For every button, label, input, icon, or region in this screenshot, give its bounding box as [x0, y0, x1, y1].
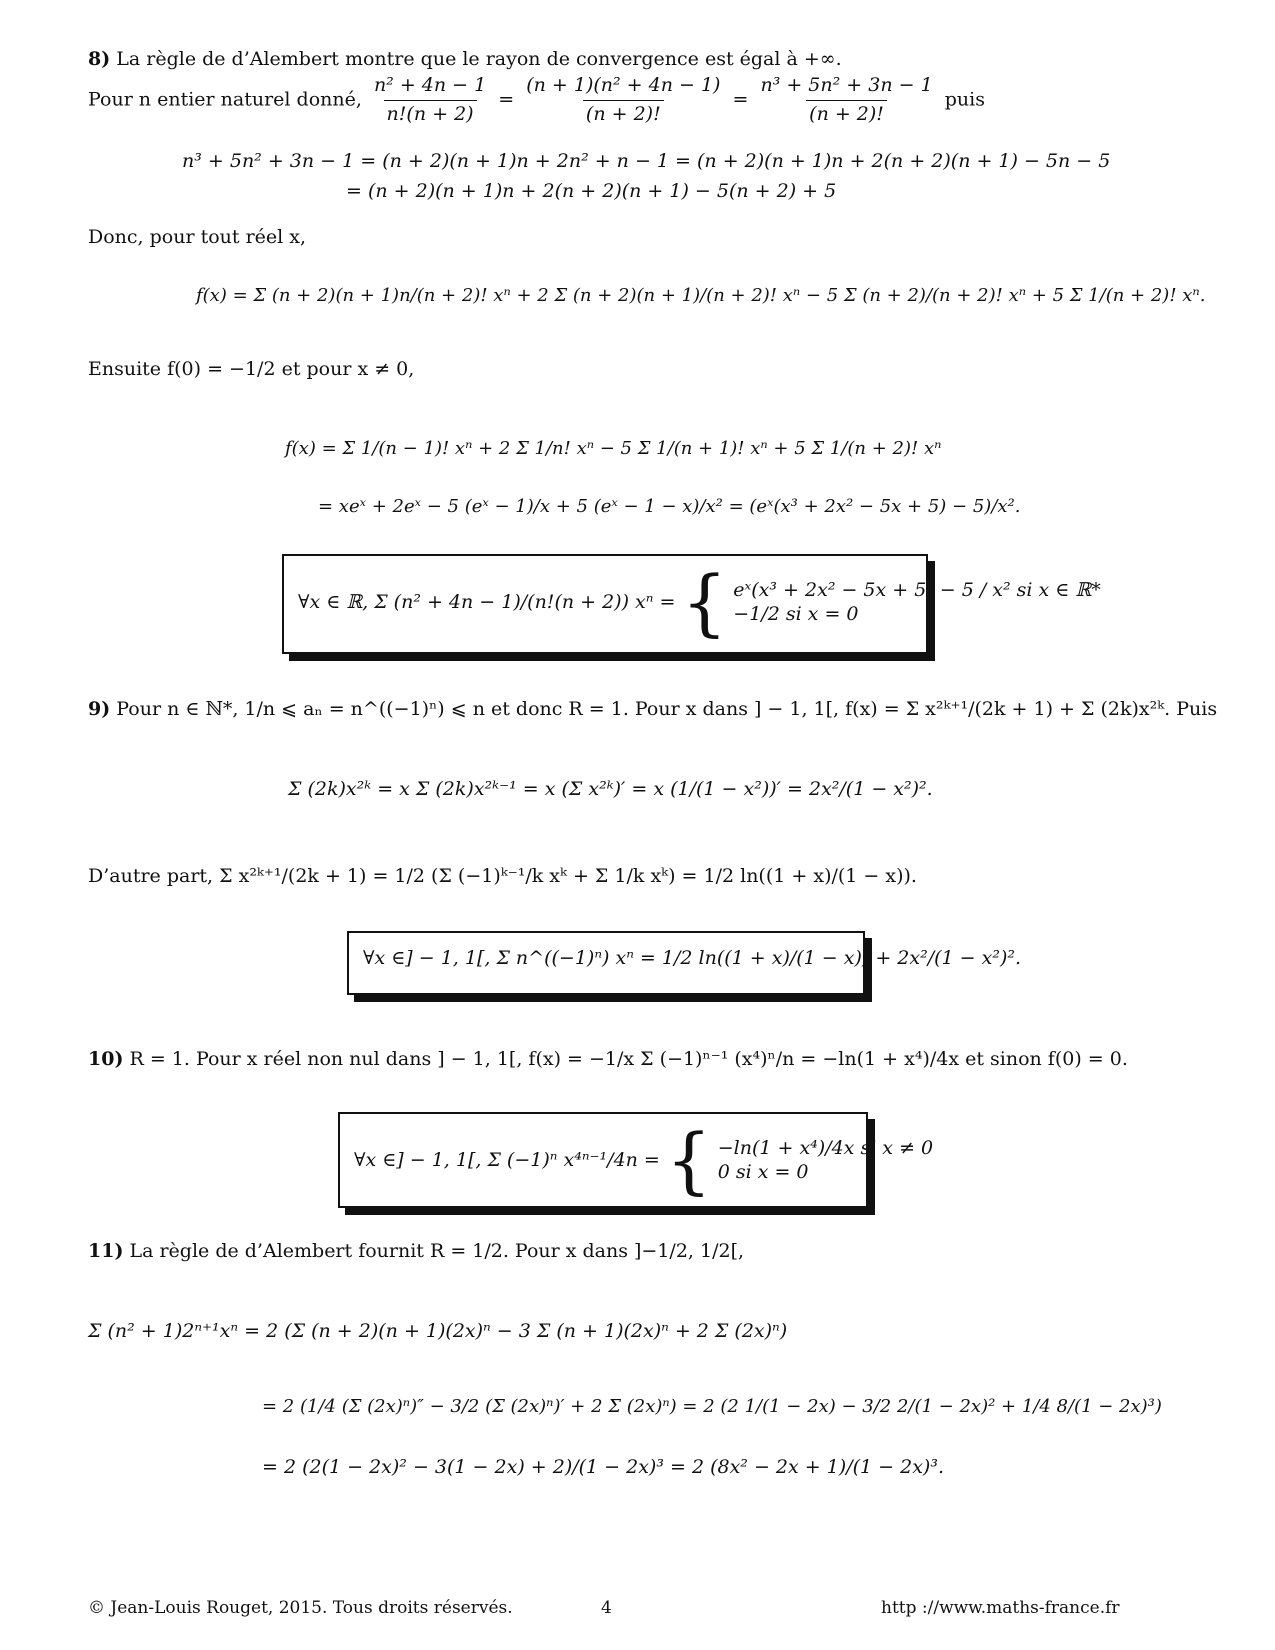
q8-intro: [88, 48, 842, 71]
q8-eq1: n³ + 5n² + 3n − 1 = (n + 2)(n + 1)n + 2n² + n − 1 = (n + 2)(n + 1)n + 2(n + 2)(n + 1) − 5n − 5: [182, 150, 1111, 172]
footer-page-number: 4: [601, 1598, 612, 1618]
q8-box-case2: −1/2 si x = 0: [733, 603, 859, 625]
q8-fx-line: f(x) = Σ (n + 2)(n + 1)n/(n + 2)! xⁿ + 2 Σ (n + 2)(n + 1)/(n + 2)! xⁿ − 5 Σ (n + 2)/(n + 2)! xⁿ + 5 Σ 1/(n + 2)! xⁿ.: [196, 285, 1206, 306]
q9-result-box: ∀x ∈] − 1, 1[, Σ n^((−1)ⁿ) xⁿ = 1/2 ln((1 + x)/(1 − x)) + 2x²/(1 − x²)².: [347, 931, 865, 995]
q8-box-case1: eˣ(x³ + 2x² − 5x + 5) − 5 / x² si x ∈ ℝ*: [733, 579, 1101, 601]
footer-url[interactable]: http ://www.maths-france.fr: [881, 1598, 1120, 1618]
q10-box-left: ∀x ∈] − 1, 1[, Σ (−1)ⁿ x⁴ⁿ⁻¹/4n =: [354, 1149, 660, 1171]
q10-result-box: [338, 1112, 934, 1208]
q8-frac3: $\frac{\text{n³ + 5n² + 3n − 1}}{(n + 2)!}$: [760, 74, 933, 125]
q8-line2: Pour n entier naturel donné, $\frac{\text{n² + 4n − 1}}{n!(n + 2)}$ = $\frac{\text{(n + 1)(n² + 4n − 1)}}{(n + 2)!}$ = $\frac{\text{n³ + 5n² + 3n − 1}}{(n + 2)!}$ puis: [88, 74, 985, 125]
q10-label: 10): [88, 1048, 124, 1070]
q9-label: 9): [88, 698, 111, 720]
q9-autre: D’autre part, Σ x²ᵏ⁺¹/(2k + 1) = 1/2 (Σ (−1)ᵏ⁻¹/k xᵏ + Σ 1/k xᵏ) = 1/2 ln((1 + x)/(1 − x)).: [88, 865, 917, 887]
q8-fx3: = xeˣ + 2eˣ − 5 (eˣ − 1)/x + 5 (eˣ − 1 − x)/x² = (eˣ(x³ + 2x² − 5x + 5) − 5)/x².: [318, 496, 1021, 517]
q8-result-box: [282, 554, 1101, 654]
q11-eq3: = 2 (2(1 − 2x)² − 3(1 − 2x) + 2)/(1 − 2x)³ = 2 (8x² − 2x + 1)/(1 − 2x)³.: [262, 1456, 944, 1478]
q10-line: [88, 1048, 1128, 1071]
q8-box-cases: { eˣ(x³ + 2x² − 5x + 5) − 5 / x² si x ∈ ℝ* −1/2 si x = 0: [681, 560, 1101, 644]
q8-frac1: $\frac{\text{n² + 4n − 1}}{n!(n + 2)}$: [373, 74, 487, 125]
q11-line-text: La règle de d’Alembert fournit R = 1/2. Pour x dans ]−1/2, 1/2[,: [129, 1240, 745, 1262]
q10-box-cases: { −ln(1 + x⁴)/4x si x ≠ 0 0 si x = 0: [665, 1118, 934, 1202]
q8-line2-prefix: Pour n entier naturel donné,: [88, 88, 362, 111]
q11-label: 11): [88, 1240, 124, 1262]
q11-eq2: = 2 (1/4 (Σ (2x)ⁿ)″ − 3/2 (Σ (2x)ⁿ)′ + 2 Σ (2x)ⁿ) = 2 (2 1/(1 − 2x) − 3/2 2/(1 − 2x)² + 1/4 8/(1 − 2x)³): [262, 1396, 1162, 1417]
q8-eq2: = (n + 2)(n + 1)n + 2(n + 2)(n + 1) − 5(n + 2) + 5: [346, 180, 837, 202]
q8-donc: Donc, pour tout réel x,: [88, 226, 307, 248]
q11-line: [88, 1240, 744, 1263]
q10-line-text: R = 1. Pour x réel non nul dans ] − 1, 1[, f(x) = −1/x Σ (−1)ⁿ⁻¹ (x⁴)ⁿ/n = −ln(1 + x⁴)/4x et sinon f(0) = 0.: [129, 1048, 1128, 1070]
q8-frac2: $\frac{\text{(n + 1)(n² + 4n − 1)}}{(n + 2)!}$: [526, 74, 721, 125]
q8-fx2: f(x) = Σ 1/(n − 1)! xⁿ + 2 Σ 1/n! xⁿ − 5 Σ 1/(n + 1)! xⁿ + 5 Σ 1/(n + 2)! xⁿ: [285, 438, 942, 459]
q10-box-case2: 0 si x = 0: [717, 1161, 809, 1183]
q8-label: 8): [88, 48, 111, 70]
q9-line1: [88, 698, 1217, 721]
footer-copyright: © Jean-Louis Rouget, 2015. Tous droits réservés.: [88, 1598, 513, 1618]
q8-box-left: ∀x ∈ ℝ, Σ (n² + 4n − 1)/(n!(n + 2)) xⁿ =: [298, 591, 676, 613]
q9-eq: Σ (2k)x²ᵏ = x Σ (2k)x²ᵏ⁻¹ = x (Σ x²ᵏ)′ = x (1/(1 − x²))′ = 2x²/(1 − x²)².: [288, 778, 933, 800]
q9-line1-text: Pour n ∈ ℕ*, 1/n ⩽ aₙ = n^((−1)ⁿ) ⩽ n et donc R = 1. Pour x dans ] − 1, 1[, f(x) = Σ x²ᵏ⁺¹/(2k + 1) + Σ (2k)x²ᵏ. Puis: [116, 698, 1218, 720]
q11-eq1: Σ (n² + 1)2ⁿ⁺¹xⁿ = 2 (Σ (n + 2)(n + 1)(2x)ⁿ − 3 Σ (n + 1)(2x)ⁿ + 2 Σ (2x)ⁿ): [88, 1320, 788, 1342]
q10-box-case1: −ln(1 + x⁴)/4x si x ≠ 0: [717, 1137, 934, 1159]
q8-intro-text: La règle de d’Alembert montre que le rayon de convergence est égal à +∞.: [116, 48, 842, 70]
q8-ensuite: Ensuite f(0) = −1/2 et pour x ≠ 0,: [88, 358, 415, 380]
q8-puis: puis: [944, 88, 985, 111]
